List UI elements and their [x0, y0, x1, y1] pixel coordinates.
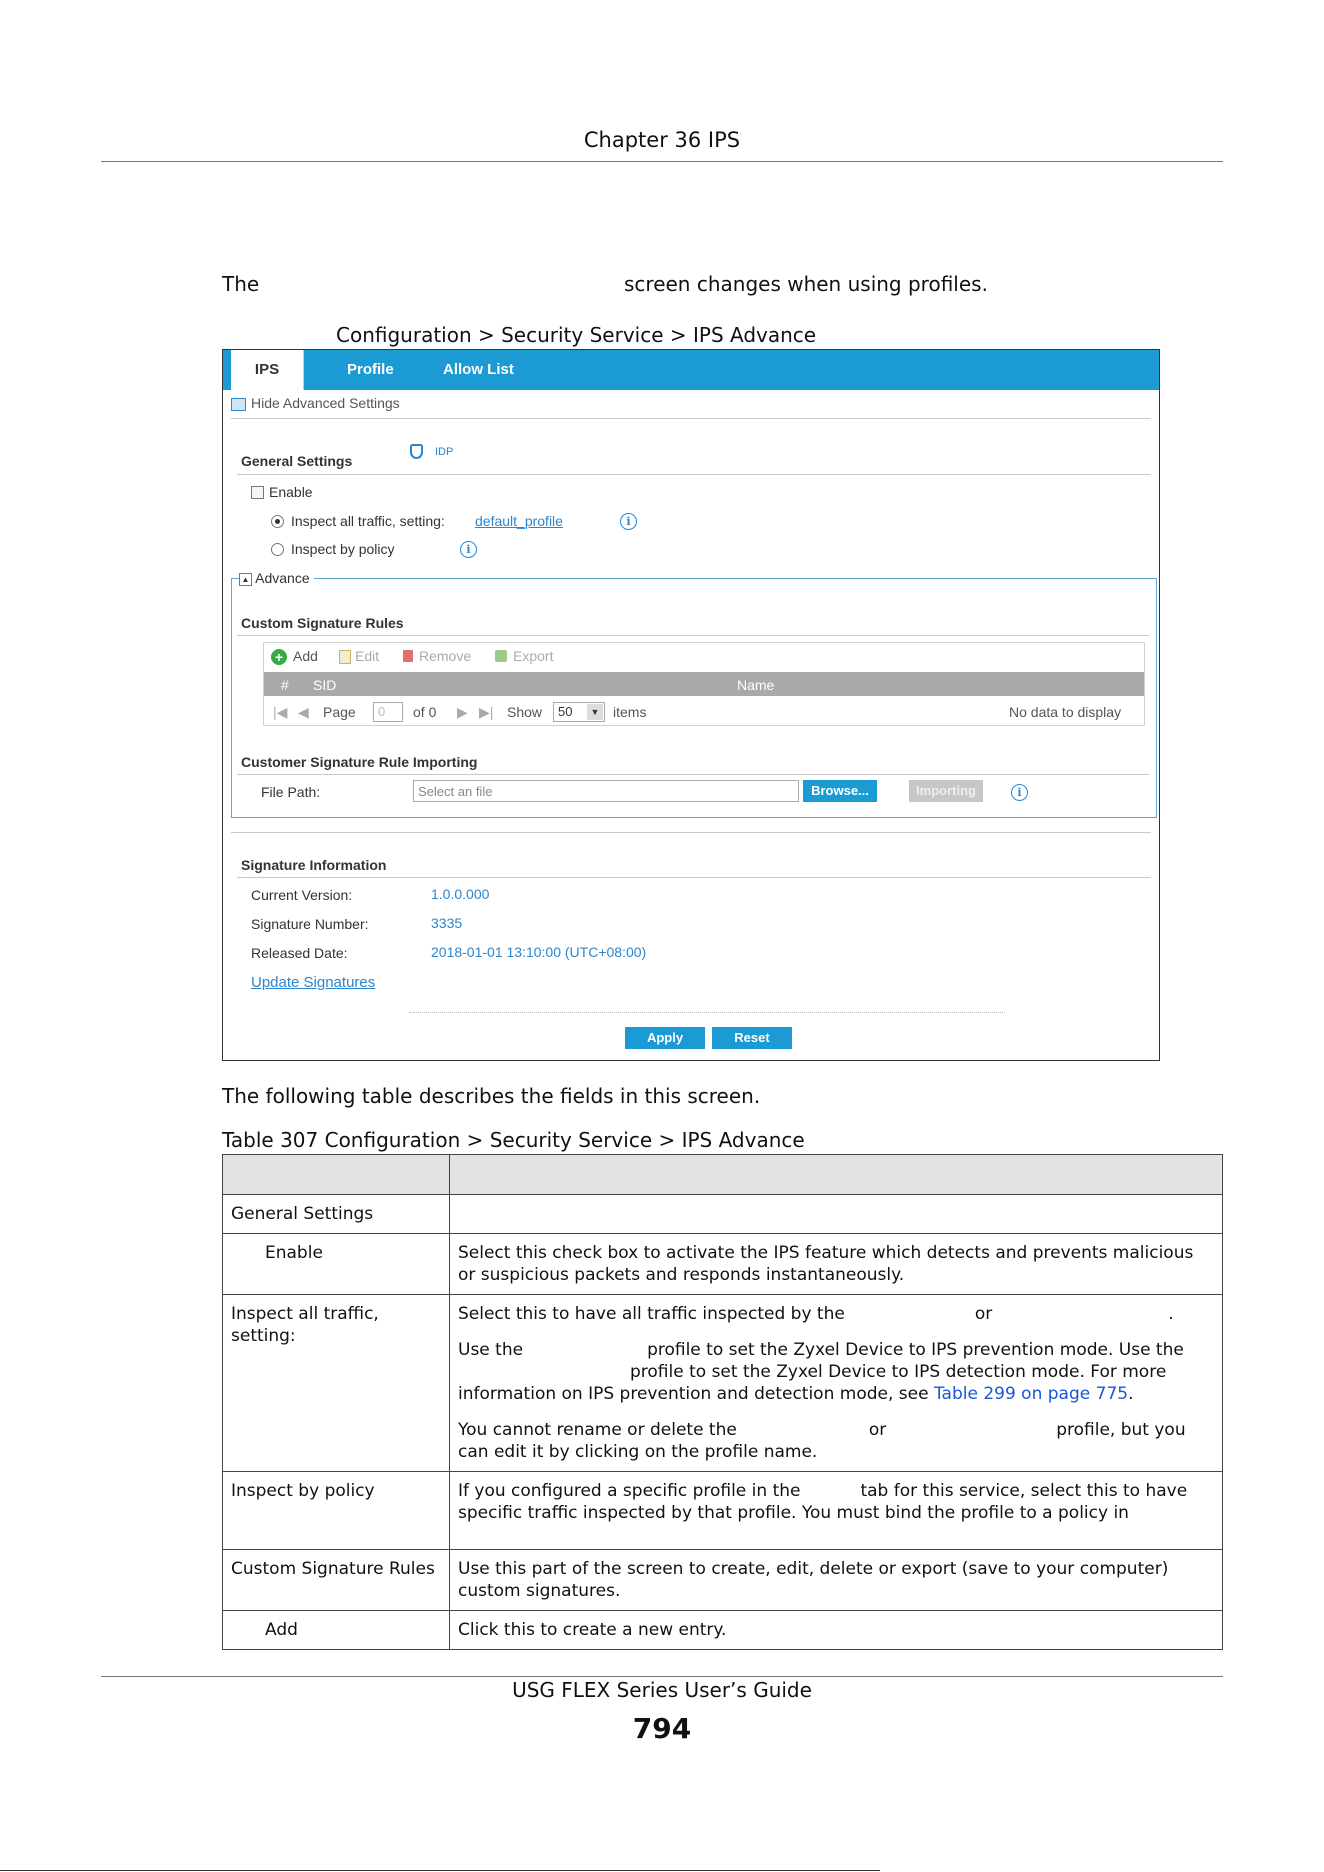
desc-paragraph: Use the profile to set the Zyxel Device to IPS prevention mode. Use theprofile to set the Zyxel Device to IPS detection mode. For more information on IPS prevention and detection mode, see Table 299 on page 775.	[458, 1340, 1184, 1404]
field-label: Inspect all traffic, setting:	[223, 1295, 450, 1472]
tab-bar	[223, 350, 1159, 390]
inspect-policy-radio[interactable]	[271, 543, 284, 556]
apply-button[interactable]: Apply	[625, 1027, 705, 1049]
inspect-all-radio[interactable]	[271, 515, 284, 528]
enable-checkbox[interactable]	[251, 486, 264, 499]
trash-icon	[403, 650, 413, 662]
show-label: Show	[507, 704, 543, 720]
last-page-icon[interactable]: ▶|	[479, 704, 494, 720]
table-row	[223, 1195, 1223, 1234]
field-desc: Click this to create a new entry.	[450, 1611, 1223, 1650]
field-desc: Use this part of the screen to create, edit, delete or export (save to your computer) custom signatures.	[450, 1550, 1223, 1611]
released-date-label: Released Date:	[251, 945, 348, 961]
edit-button[interactable]: Edit	[355, 648, 380, 664]
divider	[237, 877, 1151, 878]
field-description-table	[222, 1154, 1223, 1650]
guide-title: USG FLEX Series User’s Guide	[512, 1678, 812, 1702]
advance-label: Advance	[255, 570, 310, 586]
add-button[interactable]: Add	[293, 648, 318, 664]
general-settings-title: General Settings	[241, 453, 353, 469]
table-row	[223, 1550, 1223, 1611]
chapter-header: Chapter 36 IPS	[583, 128, 741, 152]
figure-caption: Configuration > Security Service > IPS Advance	[336, 323, 817, 347]
importing-title: Customer Signature Rule Importing	[241, 754, 478, 770]
field-desc	[450, 1195, 1223, 1234]
page-input[interactable]: 0	[373, 702, 403, 722]
show-select[interactable]	[553, 702, 605, 722]
divider	[231, 832, 1151, 833]
page-of: of 0	[413, 704, 437, 720]
export-button[interactable]: Export	[513, 648, 554, 664]
col-name[interactable]: Name	[737, 677, 775, 693]
info-icon[interactable]: i	[1011, 784, 1028, 801]
intro-the: The	[222, 272, 260, 296]
field-label: Custom Signature Rules	[223, 1550, 450, 1611]
enable-label: Enable	[269, 484, 313, 500]
divider	[231, 418, 1151, 419]
prev-page-icon[interactable]: ◀	[298, 704, 309, 720]
table-caption: Table 307 Configuration > Security Service > IPS Advance	[222, 1128, 805, 1152]
default-profile-link[interactable]: default_profile	[475, 513, 563, 529]
collapse-icon[interactable]: ▲	[239, 573, 252, 586]
page-number: 794	[632, 1712, 692, 1745]
table-row	[223, 1295, 1223, 1472]
signature-info-title: Signature Information	[241, 857, 387, 873]
file-path-input[interactable]: Select an file	[413, 780, 799, 802]
grid-header	[264, 672, 1144, 696]
shield-icon	[410, 444, 423, 459]
page-label: Page	[323, 704, 356, 720]
current-version-label: Current Version:	[251, 887, 353, 903]
table-reference-link[interactable]: Table 299 on page 775	[933, 1384, 1129, 1404]
field-desc: Select this check box to activate the IPS feature which detects and prevents malicious or suspicious packets and responds instantaneously.	[450, 1234, 1223, 1295]
custom-rules-title: Custom Signature Rules	[241, 615, 404, 631]
field-desc	[450, 1295, 1223, 1472]
table-row	[223, 1234, 1223, 1295]
divider	[237, 474, 1151, 475]
first-page-icon[interactable]: |◀	[273, 704, 288, 720]
divider	[237, 635, 1149, 636]
table-row	[223, 1611, 1223, 1650]
tab-allow-list[interactable]: Allow List	[443, 361, 514, 378]
header-rule	[101, 161, 1223, 162]
table-intro: The following table describes the fields in this screen.	[222, 1084, 761, 1108]
col-sid[interactable]: SID	[313, 677, 337, 693]
reset-button[interactable]: Reset	[712, 1027, 792, 1049]
intro-rest: screen changes when using profiles.	[624, 272, 988, 296]
field-label: Inspect by policy	[223, 1472, 450, 1550]
file-path-label: File Path:	[261, 784, 321, 800]
idp-badge: IDP	[435, 446, 454, 458]
tab-profile[interactable]: Profile	[347, 361, 394, 378]
header-cell	[450, 1155, 1223, 1195]
col-num[interactable]: #	[281, 677, 289, 693]
table-icon	[231, 398, 246, 411]
advance-legend	[239, 570, 314, 588]
update-signatures-link[interactable]: Update Signatures	[251, 974, 376, 991]
chevron-down-icon[interactable]: ▼	[587, 704, 603, 720]
browse-button[interactable]: Browse...	[803, 780, 877, 802]
current-version-value: 1.0.0.000	[431, 886, 490, 902]
items-label: items	[613, 704, 647, 720]
add-icon[interactable]: +	[271, 649, 287, 665]
divider	[409, 1012, 1005, 1013]
divider	[237, 774, 1149, 775]
table-header-row	[223, 1155, 1223, 1195]
field-label: Add	[223, 1611, 450, 1650]
edit-icon	[339, 650, 351, 664]
field-label: Enable	[223, 1234, 450, 1295]
signature-number-value: 3335	[431, 915, 463, 931]
info-icon[interactable]: i	[460, 541, 477, 558]
footer-rule	[101, 1676, 1223, 1677]
show-value: 50	[558, 704, 573, 719]
table-row	[223, 1472, 1223, 1550]
released-date-value: 2018-01-01 13:10:00 (UTC+08:00)	[431, 944, 647, 960]
no-data-text: No data to display	[1009, 704, 1122, 720]
hide-advanced-link[interactable]: Hide Advanced Settings	[251, 395, 400, 411]
info-icon[interactable]: i	[620, 513, 637, 530]
inspect-all-label: Inspect all traffic, setting:	[291, 513, 445, 529]
remove-button[interactable]: Remove	[419, 648, 472, 664]
signature-number-label: Signature Number:	[251, 916, 369, 932]
header-cell	[223, 1155, 450, 1195]
desc-paragraph: You cannot rename or delete the or profile, but you can edit it by clicking on the profile name.	[458, 1420, 1186, 1462]
field-label: General Settings	[223, 1195, 450, 1234]
next-page-icon[interactable]: ▶	[457, 704, 468, 720]
bottom-line	[0, 1870, 880, 1871]
field-desc: If you configured a specific profile in the tab for this service, select this to have specific traffic inspected by that profile. You must bind the profile to a policy in	[450, 1472, 1223, 1550]
tab-ips[interactable]: IPS	[231, 350, 304, 390]
ips-advance-screen	[222, 349, 1160, 1061]
desc-paragraph: Select this to have all traffic inspected by the or .	[458, 1304, 1174, 1324]
importing-button[interactable]: Importing	[909, 780, 983, 802]
inspect-policy-label: Inspect by policy	[291, 541, 395, 557]
export-icon	[495, 650, 507, 662]
